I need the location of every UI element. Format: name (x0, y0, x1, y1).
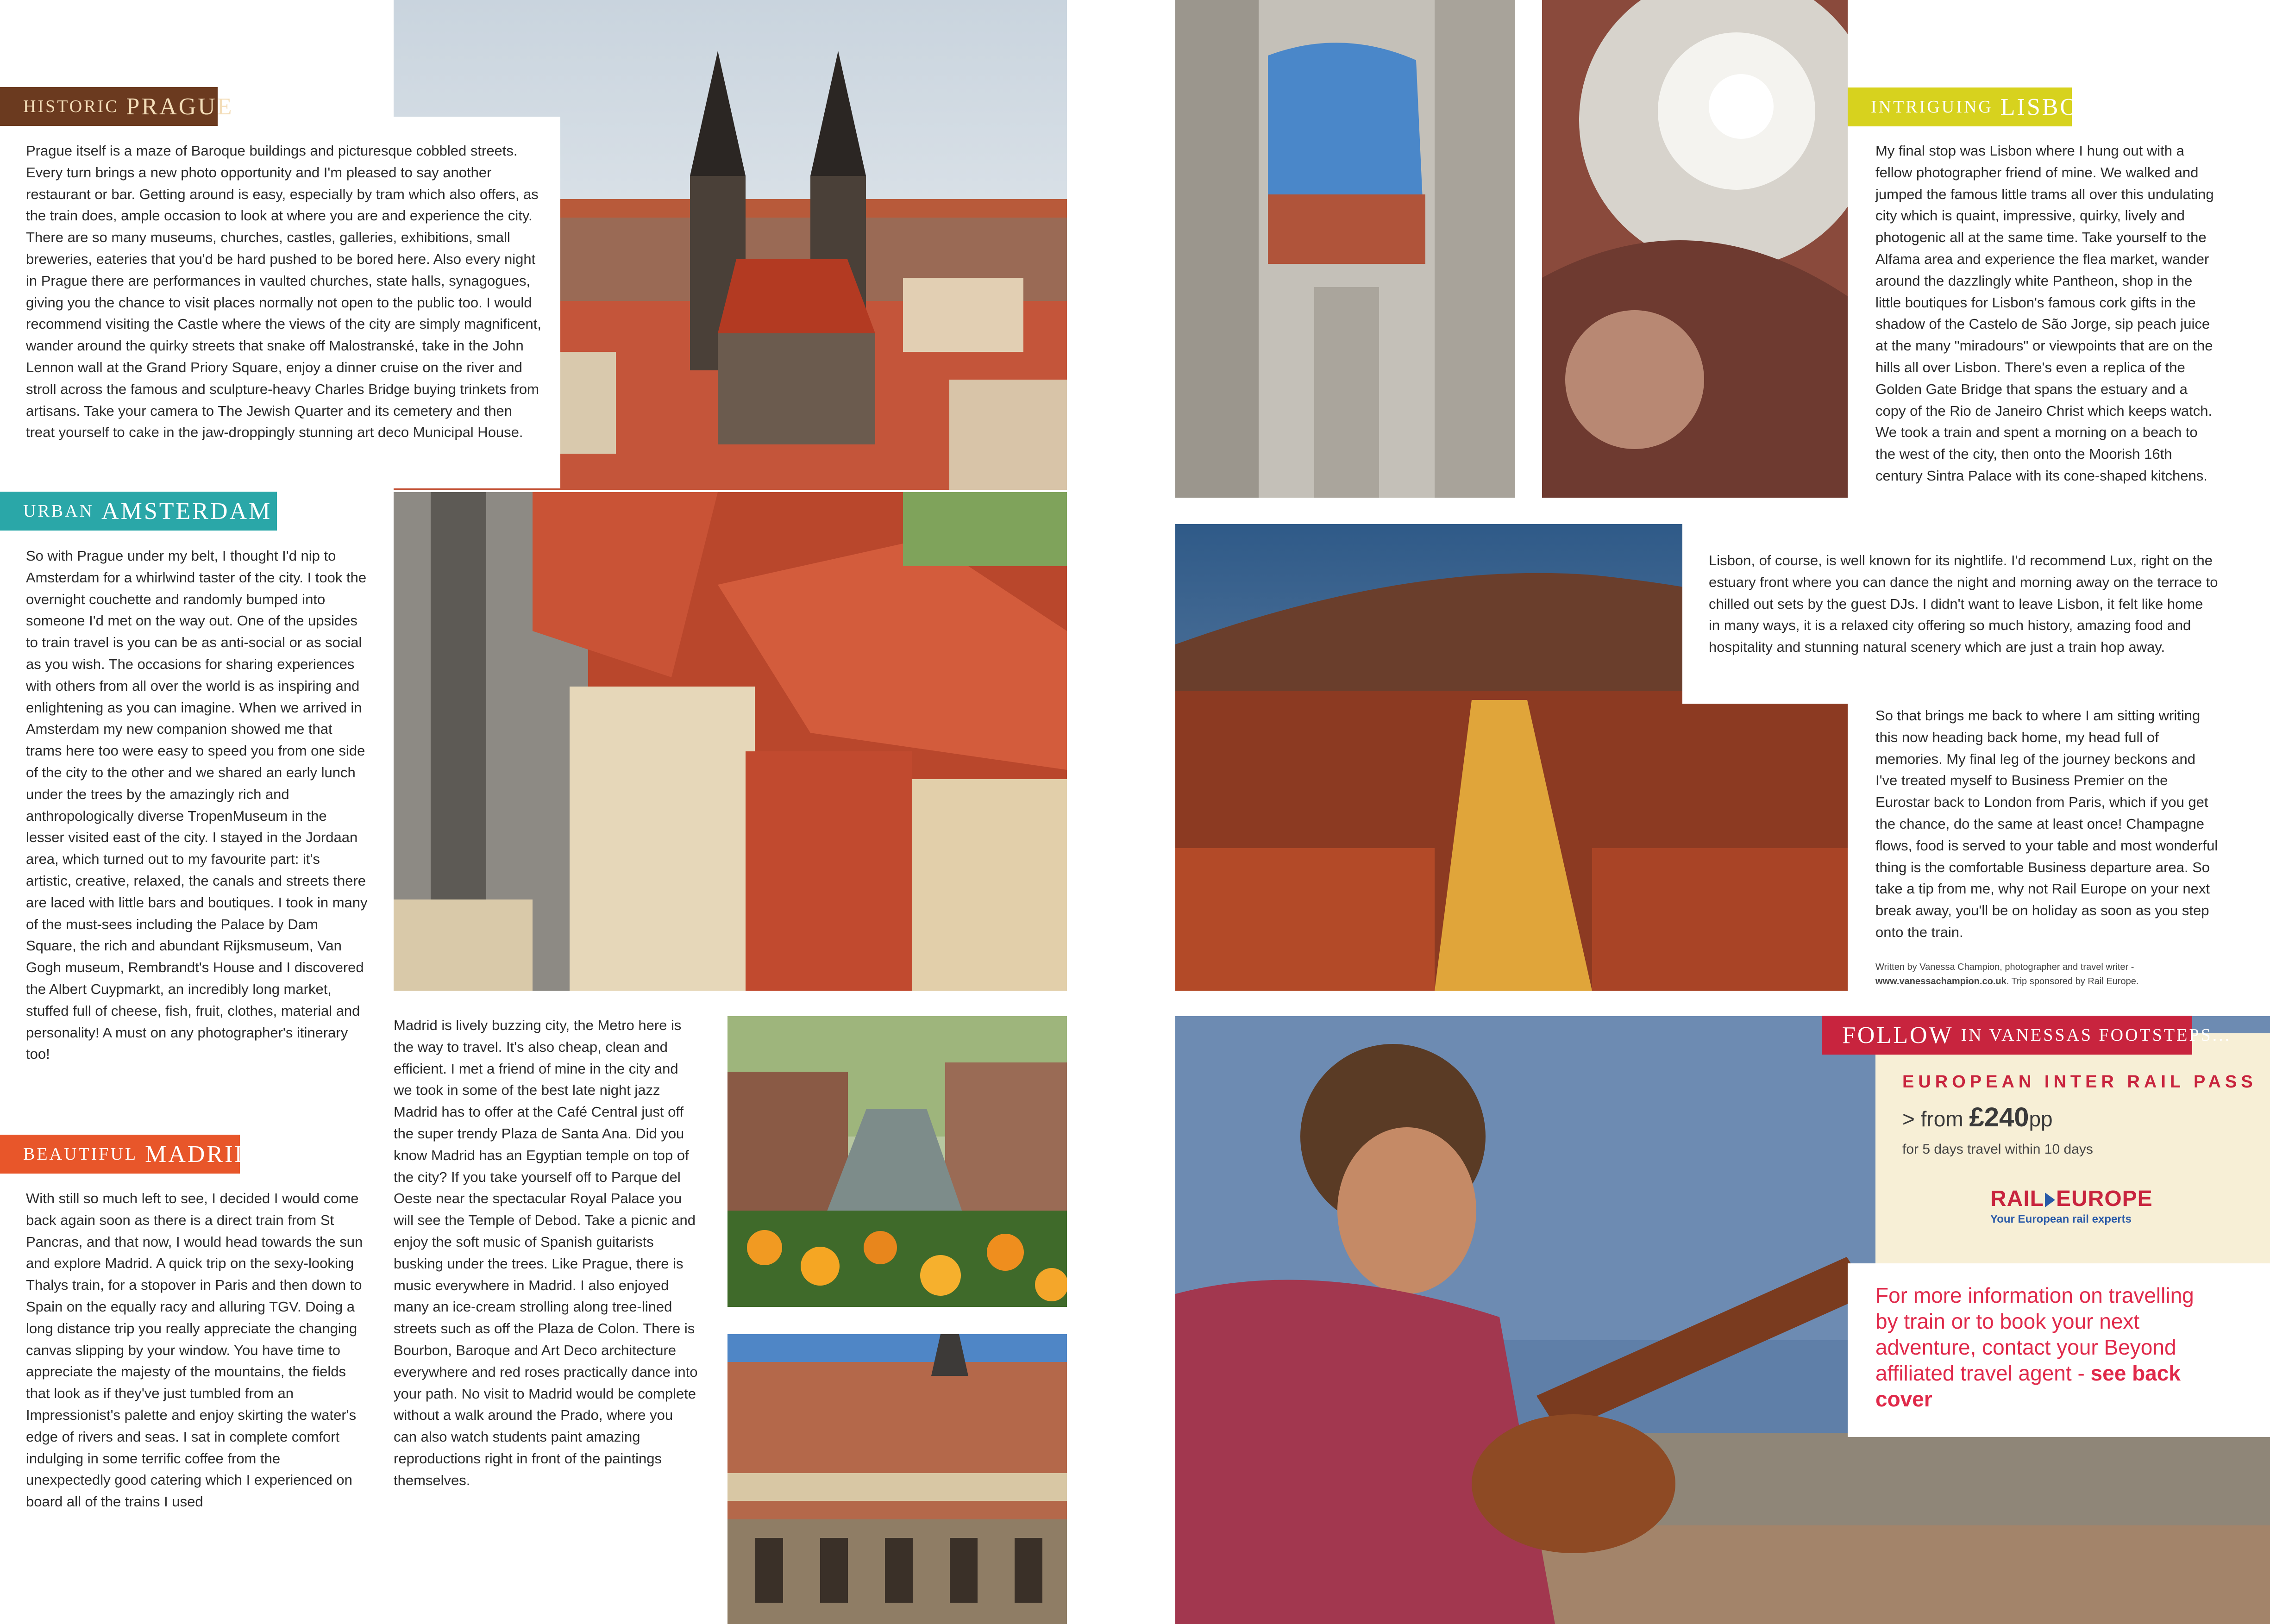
follow-label-small: IN VANESSAS FOOTSTEPS... (1961, 1025, 2232, 1045)
madrid-label-big: MADRID (145, 1141, 254, 1168)
madrid-body-text-2: Madrid is lively buzzing city, the Metro here is the way to travel. It's also cheap, clean and efficient. I met a friend of mine in the city and we took in some of the best late night jazz Madrid has to offer at the Café Central just off the super trendy Plaza de Santa Ana. Did you know Madrid has an Egyptian temple on top of the city? If you take yourself off to Parque del Oeste near the spectacular Royal Palace you will see the Temple of Debod. Take a picnic and enjoy the soft music of Spanish guitarists busking under the trees. Like Prague, there is music everywhere in Madrid. I also enjoyed many an ice-cream strolling along tree-lined streets such as off the Plaza de Colon. There is Bourbon, Baroque and Art Deco architecture everywhere and red roses practically dance into your path. No visit to Madrid would be complete without a walk around the Prado, where you can also watch students paint amazing reproductions right in front of the paintings themselves. (394, 1017, 698, 1488)
lisbon-body-text-3: So that brings me back to where I am sitting writing this now heading back home, my head full of memories. My final leg of the journey beckons and I've treated myself to Business Premier on the Eurostar back to London from Paris, which if you get the chance, do the same at least once! Champagne flows, food is served to your table and most wonderful thing is the comfortable Business departure area. So take a tip from me, why not Rail Europe on your next break away, you'll be on holiday as soon as you step onto the train. (1875, 707, 2218, 940)
rail-pass-note: for 5 days travel within 10 days (1902, 1142, 2093, 1157)
amsterdam-label-big: AMSTERDAM (101, 498, 272, 525)
follow-label-big: FOLLOW (1842, 1022, 1954, 1049)
lisbon-arch-view-photo (1175, 0, 1515, 498)
amsterdam-label-small: URBAN (23, 501, 94, 521)
logo-arrow-icon (2045, 1193, 2055, 1207)
price-prefix: > from (1902, 1107, 1969, 1131)
rail-pass-price (1902, 1102, 2053, 1133)
rail-europe-logo (1990, 1186, 2153, 1227)
see-back-cover-link[interactable]: see back cover (1875, 1361, 2181, 1411)
follow-section-label (1822, 1016, 2232, 1055)
lisbon-pantheon-dome-photo (1542, 0, 1848, 498)
lisbon-body-text-1: My final stop was Lisbon where I hung out with a fellow photographer friend of mine. We walked and jumped the famous little trams all over this undulating city which is quaint, impressive, quirky, lively and photogenic all at the same time. Take yourself to the Alfama area and experience the flea market, wander around the dazzlingly white Pantheon, shop in the little boutiques for Lisbon's famous cork gifts in the shadow of the Castelo de São Jorge, sip peach juice at the many "miradours" or viewpoints that are on the hills all over Lisbon. There's even a replica of the Golden Gate Bridge that spans the estuary and a copy of the Rio de Janeiro Christ which keeps watch. We took a train and spent a morning on a beach to the west of the city, then onto the Moorish 16th century Sintra Palace with its cone-shaped kitchens. (1875, 143, 2214, 484)
price-value: £240 (1969, 1102, 2029, 1132)
madrid-body-text: With still so much left to see, I decided I would come back again soon as there is a direct train from St Pancras, and that now, I would head towards the sun and explore Madrid. A quick trip on the sexy-looking Thalys train, for a stopover in Paris and then down to Spain on the equally racy and alluring TGV. Doing a long distance trip you really appreciate the changing canvas slipping by your window. You have time to appreciate the majesty of the mountains, the fields that look as if they've just tumbled from an Impressionist's palette and enjoy skirting the water's edge of rivers and seas. I sat in complete comfort indulging in some terrific coffee from the unexpectedly good catering which I experienced on board all of the trains I used (26, 1190, 363, 1510)
logo-europe: EUROPE (2056, 1187, 2153, 1211)
info-text-main: For more information on travelling by train or to book your next adventure, contact your Beyond affiliated travel agent - (1875, 1283, 2194, 1385)
info-text (1875, 1282, 2200, 1412)
logo-rail: RAIL (1990, 1187, 2044, 1211)
amsterdam-section-label (0, 492, 277, 531)
article-credit (1875, 960, 2227, 989)
amsterdam-body-text: So with Prague under my belt, I thought I'd nip to Amsterdam for a whirlwind taster of the city. I took the overnight couchette and randomly bumped into someone I'd met on the way out. One of the upsides to train travel is you can be as anti-social or as social as you wish. The occasions for sharing experiences with others from all over the world is as inspiring and enlightening as you can imagine. When we arrived in Amsterdam my new companion showed me that trams here too were easy to speed you from one side of the city to the other and we shared an early lunch under the trees by the amazingly rich and anthropologically diverse TropenMuseum in the lesser visited east of the city. I stayed in the Jordaan area, which turned out to my favourite part: it's artistic, creative, relaxed, the canals and streets there are laced with little bars and boutiques. I took in many of the must-sees including the Palace by Dam Square, the rich and abundant Rijksmuseum, Van Gogh museum, Rembrandt's House and I discovered the Albert Cuypmarkt, an incredibly long market, stuffed full of cheese, fish, fruit, clothes, material and personality! A must on any photographer's itinerary too! (26, 548, 368, 1062)
price-suffix: pp (2029, 1107, 2053, 1131)
credit-text-b: . Trip sponsored by Rail Europe. (2006, 976, 2139, 987)
prague-body-text: Prague itself is a maze of Baroque buildings and picturesque cobbled streets. Every turn brings a new photo opportunity and I'm pleased to say another restaurant or bar. Getting around is easy, especially by tram which also offers, as the train does, ample occasion to look at where you are and experience the city. There are so many museums, churches, castles, galleries, exhibitions, small breweries, eateries that you'd be hard pushed to be bored here. Also every night in Prague there are performances in vaulted churches, state halls, synagogues, giving you the chance to visit places normally not open to the public too. I would recommend visiting the Castle where the views of the city are simply magnificent, wander around the quirky streets that snake off Malostranské, take in the John Lennon wall at the Grand Priory Square, enjoy a dinner cruise on the river and stroll across the famous and sculpture-heavy Charles Bridge buying trinkets from artisans. Take your camera to The Jewish Quarter and its cemetery and then treat yourself to cake in the jaw-droppingly stunning art deco Municipal House. (26, 143, 542, 441)
madrid-section-label (0, 1135, 254, 1174)
madrid-plaza-photo (727, 1334, 1067, 1624)
credit-url-link[interactable]: www.vanessachampion.co.uk (1875, 976, 2007, 987)
lisbon-label-big: LISBON (2000, 94, 2099, 120)
lisbon-body-text-2: Lisbon, of course, is well known for its nightlife. I'd recommend Lux, right on the estuary front where you can dance the night and morning away on the terrace to chilled out sets by the guest DJs. I didn't want to leave Lisbon, it felt like home in many ways, it is a relaxed city offering so much history, amazing food and hospitality and stunning natural scenery which are just a train hop away. (1709, 552, 2218, 656)
madrid-label-small: BEAUTIFUL (23, 1144, 138, 1164)
prague-label-small: HISTORIC (23, 97, 119, 116)
prague-section-label (0, 87, 234, 126)
lisbon-section-label (1848, 87, 2099, 126)
prague-rooftops-photo (394, 492, 1067, 991)
amsterdam-canal-photo (727, 1016, 1067, 1307)
lisbon-label-small: INTRIGUING (1871, 97, 1993, 117)
prague-label-big: PRAGUE (126, 93, 234, 120)
credit-text-a: Written by Vanessa Champion, photographer and travel writer - (1875, 962, 2134, 972)
logo-tagline: Your European rail experts (1990, 1213, 2132, 1225)
rail-pass-title: EUROPEAN INTER RAIL PASS (1902, 1072, 2257, 1092)
